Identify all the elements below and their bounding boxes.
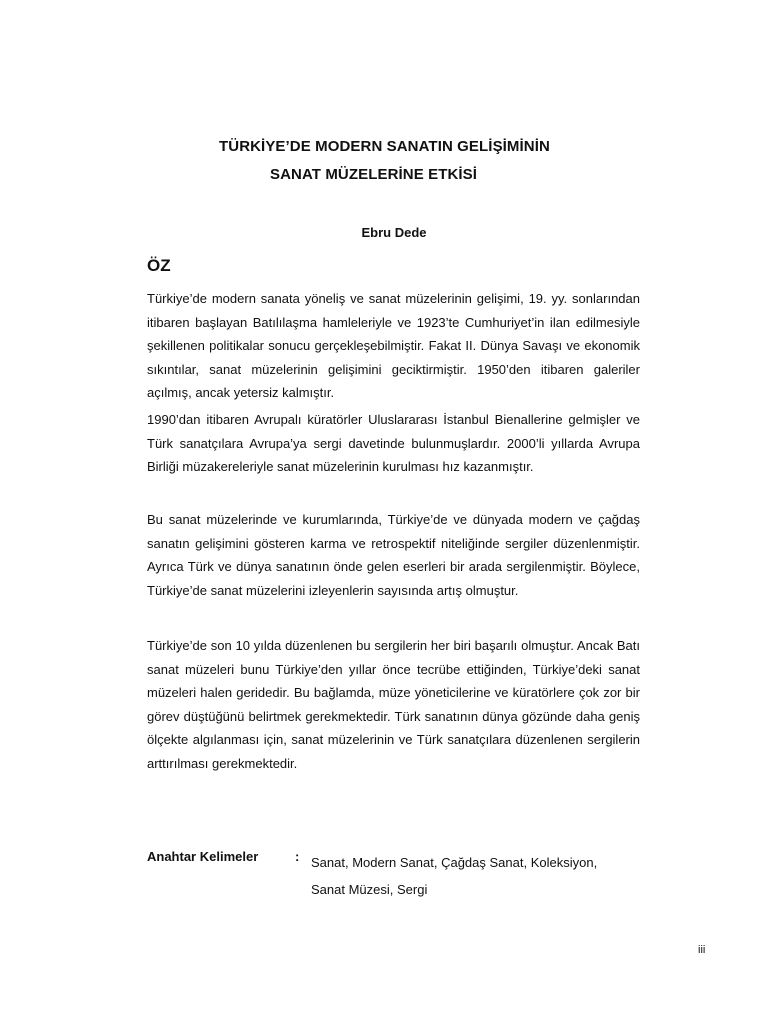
- keywords-line-1: Sanat, Modern Sanat, Çağdaş Sanat, Koleksiyon,: [311, 855, 598, 870]
- author-name: Ebru Dede: [361, 225, 427, 240]
- abstract-paragraph-2: 1990’dan itibaren Avrupalı küratörler Uluslararası İstanbul Bienallerine gelmişler ve Türk sanatçılara Avrupa’ya sergi davetinde bulunmuşlardır. 2000’li yıllarda Avrupa Birliği müzakereleriyle sanat müzelerinin kurulması hız kazanmıştır.: [147, 412, 640, 474]
- section-heading: ÖZ: [147, 256, 171, 275]
- keywords-label: Anahtar Kelimeler: [147, 849, 259, 864]
- abstract-paragraph-4: Türkiye’de son 10 yılda düzenlenen bu sergilerin her biri başarılı olmuştur. Ancak Batı sanat müzeleri bunu Türkiye’den yıllar önce tecrübe ettiğinden, Türkiye’deki sanat müzeleri halen geridedir. Bu bağlamda, müze yöneticilerine ve küratörlere çok zor bir görev düştüğünü belirtmek gerekmektedir. Türk sanatının dünya gözünde daha geniş ölçekte algılanması için, sanat müzelerinin ve Türk sanatçılara düzenlenen sergilerin arttırılması gerekmektedir.: [147, 638, 640, 771]
- keywords-line-2: Sanat Müzesi, Sergi: [311, 882, 428, 897]
- abstract-paragraph-1: Türkiye’de modern sanata yöneliş ve sanat müzelerinin gelişimi, 19. yy. sonlarından itibaren başlayan Batılılaşma hamleleriyle ve 1923’te Cumhuriyet’in ilan edilmesiyle şekillenen politikalar sonucu gerçekleşebilmiştir. Fakat II. Dünya Savaşı ve ekonomik sıkıntılar, sanat müzelerinin gelişimini geciktirmiştir. 1950’den itibaren galeriler açılmış, ancak yetersiz kalmıştır.: [147, 291, 640, 400]
- title-line-1: TÜRKİYE’DE MODERN SANATIN GELİŞİMİNİN: [219, 138, 550, 155]
- abstract-paragraph-3: Bu sanat müzelerinde ve kurumlarında, Türkiye’de ve dünyada modern ve çağdaş sanatın gelişimini gösteren karma ve retrospektif niteliğinde sergiler düzenlenmiştir. Ayrıca Türk ve dünya sanatının önde gelen eserleri bir arada sergilenmiştir. Böylece, Türkiye’de sanat müzelerini izleyenlerin sayısında artış olmuştur.: [147, 512, 640, 598]
- title-line-2: SANAT MÜZELERİNE ETKİSİ: [270, 166, 478, 183]
- page-number: iii: [698, 944, 706, 956]
- keywords-separator: :: [295, 849, 300, 864]
- keywords-values: [311, 849, 641, 903]
